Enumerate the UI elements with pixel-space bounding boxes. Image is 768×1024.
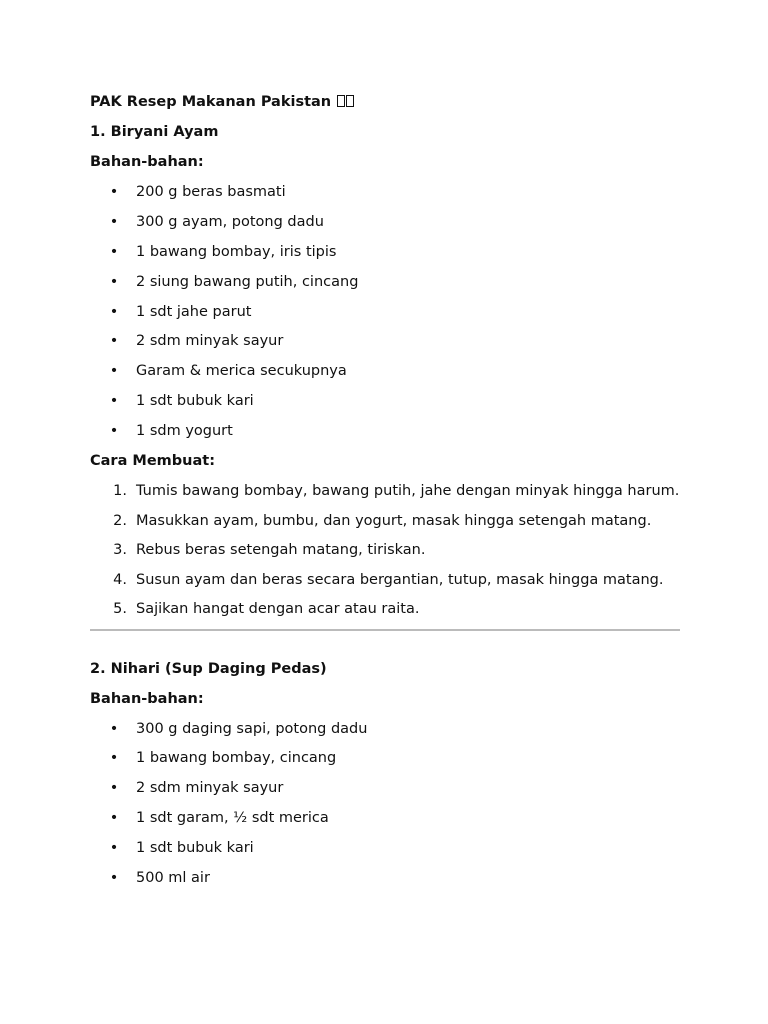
document-content [90,92,680,898]
recipe-title: 2. Nihari (Sup Daging Pedas) [90,660,327,677]
list-item [90,212,680,232]
bullet: • [109,869,119,886]
step-item [90,511,680,531]
step-item [90,570,680,590]
step-item [90,481,680,501]
bullet: • [109,810,119,827]
recipe-nihari [90,659,680,888]
ingredients-list [90,182,680,441]
ingredient-text: 500 ml air [136,869,210,886]
ingredient-text: 1 sdm yogurt [136,423,233,440]
list-item [90,808,680,828]
ingredient-text: 1 sdt bubuk kari [136,393,254,410]
bullet: • [109,780,119,797]
bullet: • [109,333,119,350]
ingredient-text: 300 g daging sapi, potong dadu [136,720,368,737]
bullet: • [109,840,119,857]
list-item [90,302,680,322]
recipe-biryani-ayam [90,122,680,619]
step-number: 3. [113,542,127,559]
step-number: 2. [113,512,127,529]
bullet: • [109,243,119,260]
step-number: 4. [113,571,127,588]
document-title-text: PAK Resep Makanan Pakistan [90,94,332,110]
list-item [90,272,680,292]
bullet: • [109,363,119,380]
bullet: • [109,423,119,440]
ingredients-label: Bahan-bahan: [90,690,204,707]
bullet: • [109,750,119,767]
document-title [90,92,680,112]
step-text: Sajikan hangat dengan acar atau raita. [136,601,420,618]
ingredient-text: 300 g ayam, potong dadu [136,213,324,230]
list-item [90,748,680,768]
ingredient-text: 2 sdm minyak sayur [136,780,284,797]
recipe-title: 1. Biryani Ayam [90,124,219,140]
list-item [90,331,680,351]
bullet: • [109,393,119,410]
bullet: • [109,184,119,200]
ingredients-label: Bahan-bahan: [90,154,204,170]
ingredient-text: 200 g beras basmati [136,184,286,200]
ingredient-text: 1 sdt bubuk kari [136,840,254,857]
step-number: 5. [113,601,127,618]
ingredient-text: 1 sdt jahe parut [136,303,252,320]
bullet: • [109,273,119,290]
ingredient-text: 2 siung bawang putih, cincang [136,273,359,290]
steps-label: Cara Membuat: [90,453,215,470]
step-number: 1. [113,483,127,500]
list-item [90,421,680,441]
step-text: Rebus beras setengah matang, tiriskan. [136,542,426,559]
ingredient-text: 1 bawang bombay, cincang [136,750,337,767]
flag-icon [346,95,354,107]
step-text: Masukkan ayam, bumbu, dan yogurt, masak hingga setengah matang. [136,512,652,529]
list-item [90,778,680,798]
ingredient-text: 1 bawang bombay, iris tipis [136,243,337,260]
step-text: Susun ayam dan beras secara bergantian, tutup, masak hingga matang. [136,571,664,588]
flag-icon [337,95,345,107]
list-item [90,391,680,411]
list-item [90,719,680,739]
bullet: • [109,213,119,230]
list-item [90,242,680,262]
list-item [90,838,680,858]
ingredient-text: Garam & merica secukupnya [136,363,347,380]
step-item [90,540,680,560]
steps-list [90,481,680,619]
bullet: • [109,303,119,320]
ingredient-text: 1 sdt garam, ½ sdt merica [136,810,329,827]
list-item [90,182,680,202]
step-item [90,599,680,619]
list-item [90,361,680,381]
ingredients-list [90,719,680,888]
bullet: • [109,720,119,737]
section-divider [90,629,680,631]
list-item [90,868,680,888]
step-text: Tumis bawang bombay, bawang putih, jahe dengan minyak hingga harum. [136,483,680,500]
ingredient-text: 2 sdm minyak sayur [136,333,284,350]
